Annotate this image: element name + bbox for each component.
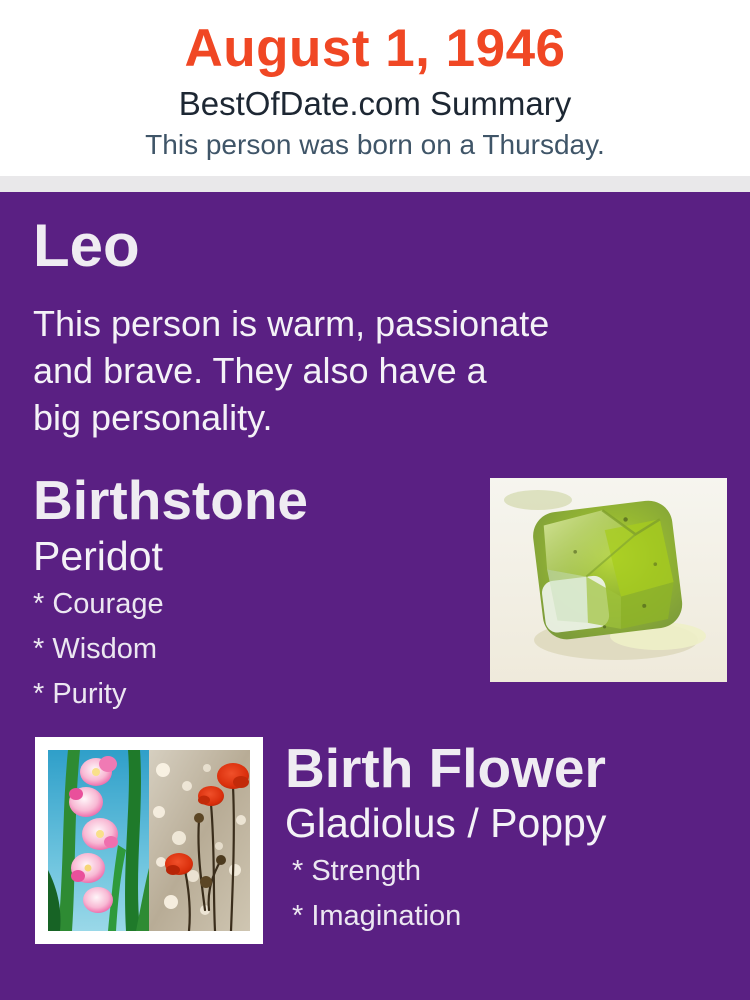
birthstone-trait: * Courage: [33, 588, 164, 620]
zodiac-description-line: This person is warm, passionate: [33, 303, 550, 344]
site-summary-title: BestOfDate.com Summary: [178, 85, 572, 122]
zodiac-description: [33, 300, 549, 441]
zodiac-description-line: big personality.: [33, 397, 273, 438]
birthstone-heading: Birthstone: [33, 469, 308, 531]
zodiac-sign-heading: Leo: [33, 212, 140, 279]
date-title: August 1, 1946: [184, 19, 566, 78]
day-of-week-note: This person was born on a Thursday.: [145, 129, 605, 160]
gladiolus-photo: [48, 750, 149, 931]
birthstone-trait: * Purity: [33, 678, 127, 710]
birth-flower-image: [35, 737, 263, 944]
poppy-photo: [149, 750, 250, 931]
birth-flower-heading: Birth Flower: [285, 737, 606, 799]
divider-bar: [0, 176, 750, 192]
zodiac-description-line: and brave. They also have a: [33, 350, 487, 391]
birthstone-trait: * Wisdom: [33, 633, 158, 665]
peridot-gem-illustration: [490, 478, 727, 682]
header: [0, 0, 750, 176]
birth-flower-trait: * Imagination: [292, 900, 462, 932]
birth-flower-trait: * Strength: [292, 855, 421, 887]
purple-panel: [0, 192, 750, 1000]
birth-flower-name: Gladiolus / Poppy: [285, 800, 607, 846]
birthstone-image: [490, 478, 727, 682]
flower-photo-collage: [48, 750, 250, 931]
birthstone-name: Peridot: [33, 533, 163, 579]
